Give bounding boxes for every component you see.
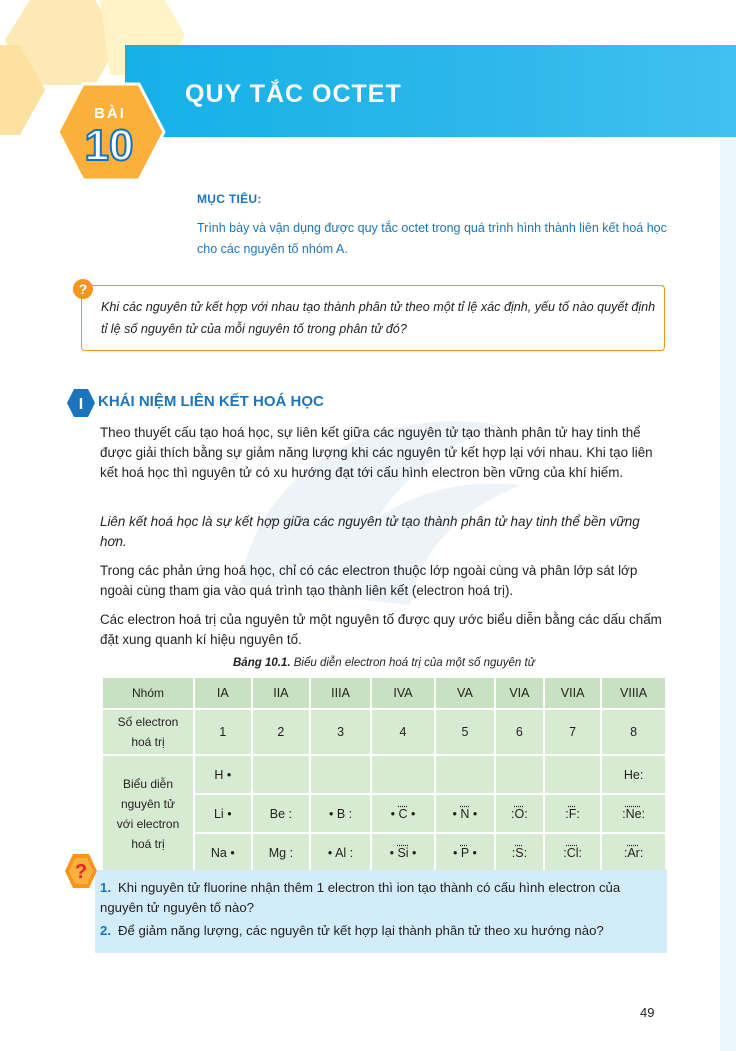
empty-cell [371, 755, 435, 794]
lewis-cell: :Ar: [601, 833, 666, 872]
repr-label-line: hoá trị [131, 836, 165, 851]
empty-cell [435, 755, 495, 794]
element-symbol: Si [397, 845, 409, 860]
item-number: 1. [100, 880, 111, 895]
question-text: Khi các nguyên tử kết hợp với nhau tạo thành phân tử theo một tỉ lệ xác định, yếu tố nào quyết định tỉ lệ số nguyên tử của mỗi nguyên tố trong phân tử đó? [101, 300, 656, 336]
page-number: 49 [640, 1005, 655, 1020]
period-1-row [102, 755, 666, 794]
element-symbol: P [460, 845, 469, 860]
valence-label-line: Số electron [117, 715, 179, 729]
lewis-cell: :S: [495, 833, 544, 872]
valence-label [102, 709, 194, 755]
empty-cell [544, 755, 601, 794]
table-header-row [102, 677, 666, 709]
table-caption [100, 657, 668, 669]
element-symbol: C [398, 806, 408, 821]
group-cell: IIA [252, 677, 311, 709]
element-symbol: Cl [566, 845, 579, 860]
lewis-cell: Be : [252, 794, 311, 833]
section-numeral-icon [66, 388, 96, 418]
valence-label-line: hoá trị [131, 735, 165, 749]
lewis-cell: • P • [435, 833, 495, 872]
paragraph-3: Trong các phản ứng hoá học, chỉ có các electron thuộc lớp ngoài cùng và phân lớp sát lớp ngoài cùng tham gia vào quá trình tạo thành liên kết (electron hoá trị). [100, 563, 638, 598]
element-symbol: F [568, 806, 577, 821]
valence-cell: 2 [252, 709, 311, 755]
svg-text:?: ? [78, 281, 88, 297]
list-item [100, 921, 656, 941]
paragraph-4: Các electron hoá trị của nguyên tử một nguyên tố được quy ước biểu diễn bằng các dấu chấm đặt xung quanh kí hiệu nguyên tố. [100, 612, 662, 647]
element-symbol: S [515, 845, 524, 860]
empty-cell [252, 755, 311, 794]
valence-cell: 7 [544, 709, 601, 755]
definition-paragraph: Liên kết hoá học là sự kết hợp giữa các nguyên tử tạo thành phân tử hay tinh thể bền vững hơn. [100, 514, 640, 549]
lewis-cell: :O: [495, 794, 544, 833]
list-item [100, 878, 656, 918]
element-symbol: Be [269, 806, 286, 821]
valence-cell: 5 [435, 709, 495, 755]
lewis-cell: • Al : [310, 833, 371, 872]
element-symbol: Ne [625, 806, 642, 821]
lewis-cell: • B : [310, 794, 371, 833]
svg-text:?: ? [74, 861, 88, 883]
question-hexagon-icon [64, 853, 98, 889]
valence-cell: 6 [495, 709, 544, 755]
valence-cell: 8 [601, 709, 666, 755]
element-symbol: B [336, 806, 346, 821]
lewis-cell: :F: [544, 794, 601, 833]
element-symbol: Na [210, 845, 227, 860]
lewis-cell: Li • [194, 794, 252, 833]
group-cell: VIIA [544, 677, 601, 709]
lesson-title: QUY TẮC OCTET [185, 80, 402, 108]
lewis-cell: Mg : [252, 833, 311, 872]
valence-cell: 3 [310, 709, 371, 755]
valence-count-row [102, 709, 666, 755]
lewis-cell: • Si • [371, 833, 435, 872]
item-text: Để giảm năng lượng, các nguyên tử kết hợp lại thành phân tử theo xu hướng nào? [118, 923, 604, 938]
group-cell: IVA [371, 677, 435, 709]
lewis-cell: :Cl: [544, 833, 601, 872]
lewis-cell: H • [194, 755, 252, 794]
empty-cell [310, 755, 371, 794]
table-caption-number: Bảng 10.1. [233, 657, 291, 669]
element-symbol: H [214, 767, 224, 782]
group-cell: VIA [495, 677, 544, 709]
repr-label-line: nguyên tử [120, 796, 176, 811]
element-symbol: N [460, 806, 470, 821]
exercise-list [100, 878, 656, 944]
lewis-cell: • C • [371, 794, 435, 833]
paragraph-1: Theo thuyết cấu tạo hoá học, sự liên kết giữa các nguyên tử tạo thành phân tử hay tinh thể được giải thích bằng sự giảm năng lượng khi các nguyên tử kết hợp lại với nhau. Khi tạo liên kết hoá học thì nguyên tử có xu hướng đạt tới cấu hình electron bền vững của khí hiếm. [100, 425, 653, 480]
empty-cell [495, 755, 544, 794]
item-number: 2. [100, 923, 111, 938]
right-margin-stripe [720, 140, 736, 1051]
lesson-number: 10 [84, 121, 134, 170]
lewis-cell: • N • [435, 794, 495, 833]
repr-label-line: với electron [116, 816, 180, 831]
element-symbol: Al [335, 845, 347, 860]
element-symbol: O [514, 806, 525, 821]
lewis-cell: :Ne: [601, 794, 666, 833]
repr-label-line: Biểu diễn [122, 776, 174, 791]
group-cell: IA [194, 677, 252, 709]
element-symbol: Ar [627, 845, 640, 860]
question-mark-icon [72, 278, 94, 300]
group-cell: IIIA [310, 677, 371, 709]
valence-electron-table [101, 676, 667, 873]
section-title: KHÁI NIỆM LIÊN KẾT HOÁ HỌC [98, 393, 324, 410]
element-symbol: Li [213, 806, 224, 821]
section-numeral: I [78, 396, 84, 413]
representation-label [102, 755, 194, 872]
group-cell: VA [435, 677, 495, 709]
group-cell: VIIIA [601, 677, 666, 709]
objective-label: MỤC TIÊU: [197, 192, 262, 206]
valence-cell: 1 [194, 709, 252, 755]
header-label: Nhóm [102, 677, 194, 709]
lewis-cell: Na • [194, 833, 252, 872]
element-symbol: He [623, 767, 640, 782]
lewis-cell: He: [601, 755, 666, 794]
valence-cell: 4 [371, 709, 435, 755]
lesson-word: BÀI [94, 105, 126, 122]
objective-text: Trình bày và vận dụng được quy tắc octet trong quá trình hình thành liên kết hoá học cho các nguyên tố nhóm A. [197, 221, 667, 256]
element-symbol: Mg [268, 845, 287, 860]
item-text: Khi nguyên tử fluorine nhận thêm 1 electron thì ion tạo thành có cấu hình electron của nguyên tử nguyên tố nào? [100, 880, 621, 915]
table-caption-text: Biểu diễn electron hoá trị của một số nguyên tử [290, 657, 535, 669]
